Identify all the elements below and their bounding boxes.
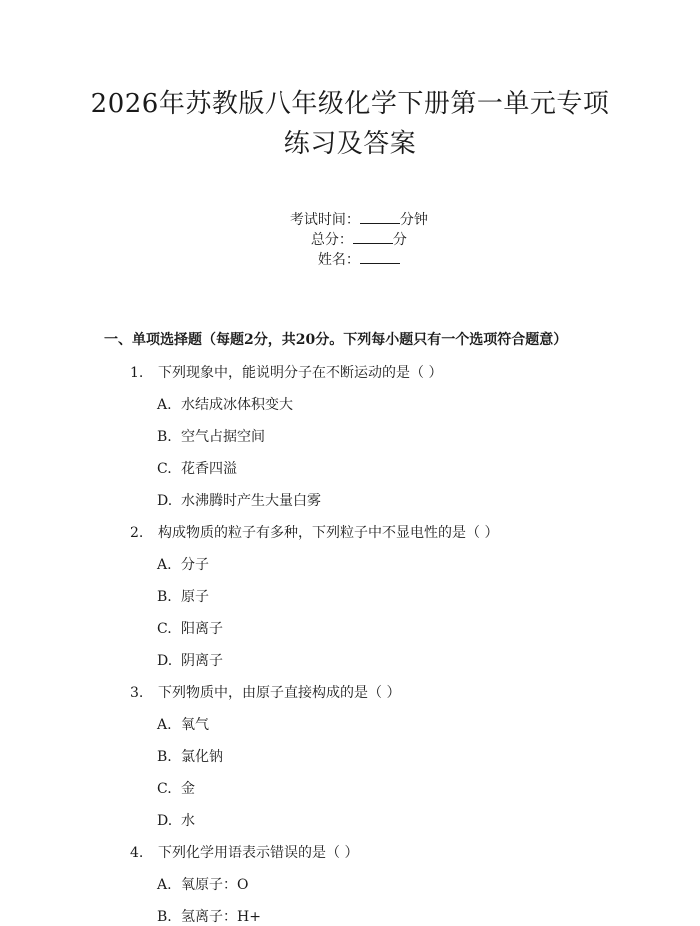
option-text: 花香四溢 <box>181 461 237 477</box>
student-name-blank <box>360 251 400 264</box>
option-text: 原子 <box>181 589 209 605</box>
option-text: 阳离子 <box>181 621 223 637</box>
option-letter: B. <box>157 909 172 925</box>
option-text: 水 <box>181 813 195 829</box>
option-list <box>60 556 640 670</box>
question-number: 1. <box>130 365 144 381</box>
question-item <box>60 524 640 670</box>
option-letter: D. <box>157 813 173 829</box>
question-text: 下列物质中，由原子直接构成的是（ ） <box>158 685 401 701</box>
answer-option <box>60 780 640 798</box>
option-text: 分子 <box>181 557 209 573</box>
option-letter: D. <box>157 653 173 669</box>
answer-option <box>60 396 640 414</box>
exam-time-unit: 分钟 <box>399 212 428 228</box>
answer-option <box>60 556 640 574</box>
option-list <box>60 396 640 510</box>
option-text: 氢离子：H+ <box>181 909 261 925</box>
option-letter: B. <box>157 429 172 445</box>
question-text: 构成物质的粒子有多种，下列粒子中不显电性的是（ ） <box>158 525 499 541</box>
option-letter: B. <box>157 749 172 765</box>
answer-option <box>60 748 640 766</box>
option-letter: A. <box>157 717 172 733</box>
title-line-2: 练习及答案 <box>283 129 417 159</box>
question-stem <box>60 844 640 862</box>
question-number: 2. <box>130 525 144 541</box>
option-text: 氧原子：O <box>181 877 249 893</box>
option-list <box>60 716 640 830</box>
option-text: 氧气 <box>181 717 209 733</box>
question-number: 3. <box>130 685 144 701</box>
answer-option <box>60 428 640 446</box>
question-stem <box>60 364 640 382</box>
exam-time-blank <box>360 211 400 224</box>
option-letter: A. <box>157 877 172 893</box>
answer-option <box>60 908 640 926</box>
question-stem <box>60 524 640 542</box>
question-number: 4. <box>130 845 144 861</box>
answer-option <box>60 460 640 478</box>
option-letter: A. <box>157 397 172 413</box>
option-letter: C. <box>157 621 172 637</box>
answer-option <box>60 876 640 894</box>
option-letter: C. <box>157 781 172 797</box>
question-text: 下列化学用语表示错误的是（ ） <box>158 845 359 861</box>
answer-option <box>60 652 640 670</box>
answer-option <box>60 492 640 510</box>
question-text: 下列现象中，能说明分子在不断运动的是（ ） <box>158 365 443 381</box>
option-letter: A. <box>157 557 172 573</box>
question-item <box>60 364 640 510</box>
answer-option <box>60 716 640 734</box>
option-list <box>60 876 640 926</box>
title-line-1: 2026年苏教版八年级化学下册第一单元专项 <box>90 89 610 119</box>
student-name-label: 姓名： <box>317 252 360 268</box>
option-letter: C. <box>157 461 172 477</box>
answer-option <box>60 588 640 606</box>
question-item <box>60 684 640 830</box>
option-text: 阴离子 <box>181 653 223 669</box>
exam-time <box>290 210 428 230</box>
option-text: 水沸腾时产生大量白雾 <box>181 493 321 509</box>
option-text: 水结成冰体积变大 <box>181 397 293 413</box>
answer-option <box>60 812 640 830</box>
question-list <box>60 364 640 926</box>
option-letter: D. <box>157 493 173 509</box>
option-text: 金 <box>181 781 195 797</box>
answer-option <box>60 620 640 638</box>
total-score-label: 总分： <box>310 232 353 248</box>
exam-time-label: 考试时间： <box>289 212 360 228</box>
total-score <box>311 230 407 250</box>
option-text: 氯化钠 <box>181 749 223 765</box>
question-stem <box>60 684 640 702</box>
option-text: 空气占据空间 <box>181 429 265 445</box>
total-score-blank <box>353 231 393 244</box>
section-heading: 一、单项选择题（每题2分，共20分。下列每小题只有一个选项符合题意） <box>104 332 568 348</box>
student-name <box>318 250 400 270</box>
page-title <box>60 0 640 164</box>
question-item <box>60 844 640 926</box>
exam-info <box>60 190 640 290</box>
option-letter: B. <box>157 589 172 605</box>
total-score-unit: 分 <box>392 232 407 248</box>
